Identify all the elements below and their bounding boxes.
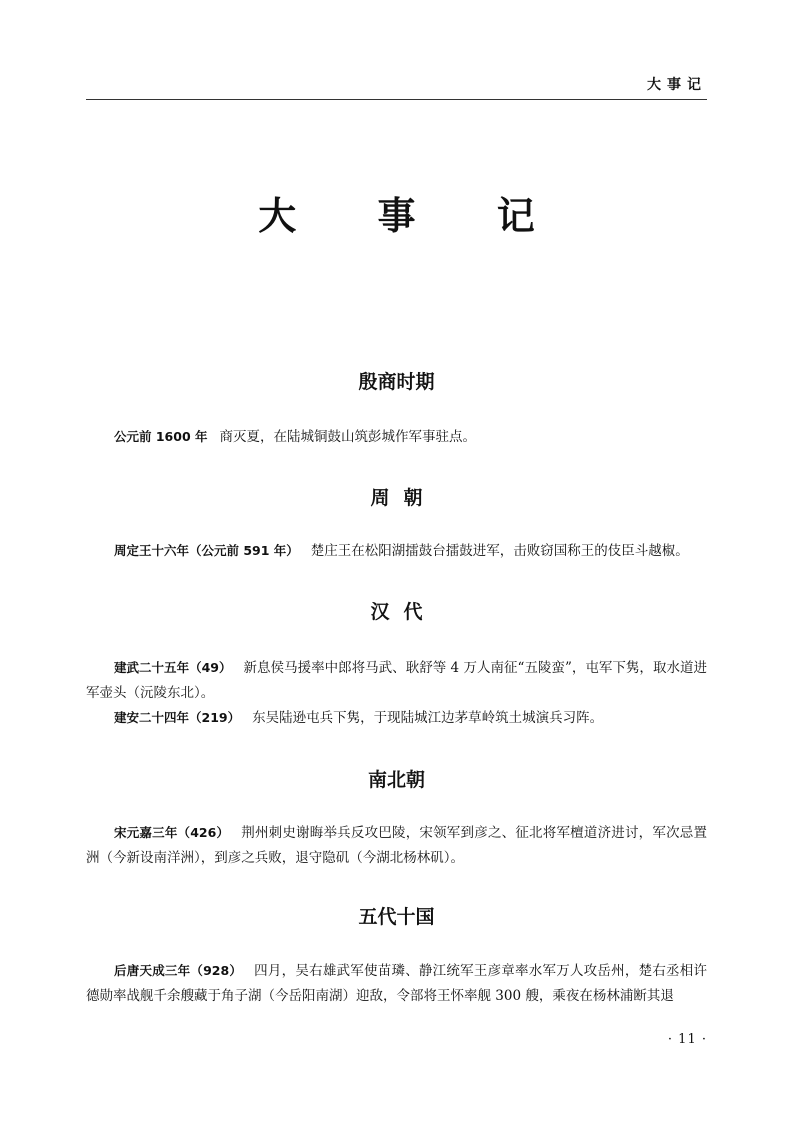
section-heading-yin-shang: 殷商时期	[358, 371, 435, 393]
entry-text: 楚庄王在松阳湖擂鼓台擂鼓进军，击败窃国称王的伎臣斗越椒。	[310, 543, 689, 559]
entry-nanbeichao-1	[86, 820, 707, 871]
entry-text: 东吴陆逊屯兵下隽，于现陆城江边茅草岭筑土城演兵习阵。	[252, 710, 604, 726]
page-title: 大 事 记	[258, 193, 569, 238]
entry-han-2	[86, 705, 707, 731]
entry-text: 荆州刺史谢晦举兵反攻巴陵，宋领军到彦之、征北将军檀道济进讨，军次忌置洲（今新设南洋洲），到彦之兵败，退守隐矶（今湖北杨林矶）。	[86, 825, 707, 866]
entry-date: 宋元嘉三年（426）	[114, 825, 230, 840]
entry-date: 建安二十四年（219）	[114, 710, 241, 725]
entry-text: 四月，吴右雄武军使苗璘、静江统军王彦章率水军万人攻岳州，楚右丞相许德勋率战舰千余艘藏于角子湖（今岳阳南湖）迎敌，令部将王怀率舰 300 艘，乘夜在杨林浦断其退	[86, 963, 708, 1004]
section-heading-zhou: 周朝	[370, 487, 437, 509]
page-number: · 11 ·	[667, 1032, 707, 1047]
entry-date: 周定王十六年（公元前 591 年）	[114, 543, 299, 558]
section-heading-wudai-shiguo: 五代十国	[358, 906, 435, 928]
entry-date: 建武二十五年（49）	[114, 660, 232, 675]
entry-yin-shang-1	[86, 424, 707, 450]
running-header: 大事记	[647, 77, 707, 93]
entry-zhou-1	[86, 538, 707, 564]
header-rule	[86, 99, 707, 100]
section-heading-nanbeichao: 南北朝	[367, 769, 425, 791]
entry-wudai-1	[86, 958, 707, 1009]
entry-date: 公元前 1600 年	[114, 429, 208, 444]
entry-han-1	[86, 655, 707, 706]
section-heading-han: 汉代	[370, 601, 437, 623]
entry-date: 后唐天成三年（928）	[114, 963, 243, 978]
entry-text: 商灭夏，在陆城铜鼓山筑彭城作军事驻点。	[219, 429, 476, 445]
entry-text: 新息侯马援率中郎将马武、耿舒等 4 万人南征“五陵蛮”，屯军下隽，取水道进军壶头（沅陵东北）。	[86, 660, 707, 701]
